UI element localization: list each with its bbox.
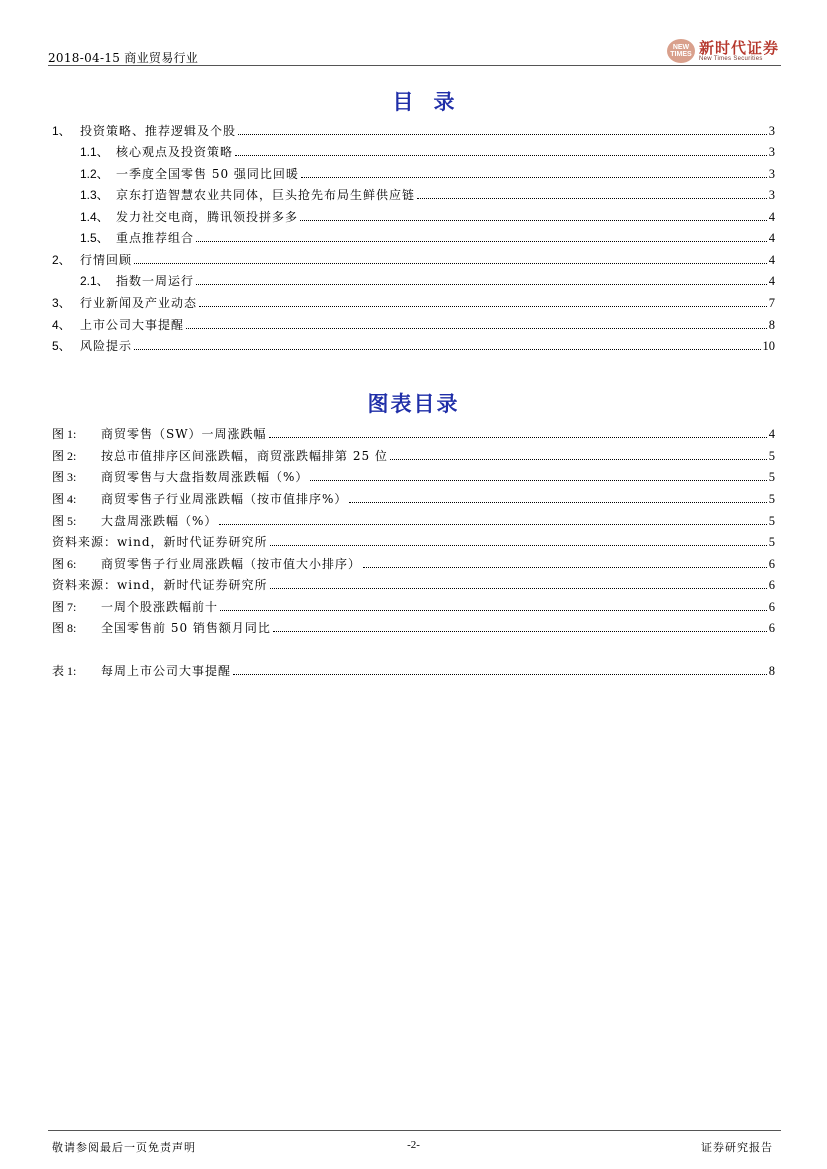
- figure-entry-text: 商贸零售与大盘指数周涨跌幅（%）: [101, 470, 309, 484]
- figure-entry-page: 5: [768, 470, 775, 484]
- figure-entry-page: 5: [768, 449, 775, 463]
- figure-entry[interactable]: [52, 554, 775, 572]
- toc-entry-number: 3、: [52, 296, 71, 310]
- figure-entry-page: 4: [768, 427, 775, 441]
- figure-entry-page: 6: [768, 557, 775, 571]
- dot-leader: [417, 198, 767, 199]
- dot-leader: [233, 674, 767, 675]
- toc-entry[interactable]: [80, 185, 775, 203]
- toc-entry[interactable]: [52, 121, 775, 139]
- dot-leader: [270, 588, 767, 589]
- footer-disclaimer: 敬请参阅最后一页免责声明: [52, 1141, 196, 1154]
- logo-cn-name: 新时代证券: [698, 38, 779, 57]
- header-divider: [48, 65, 781, 66]
- table-entry-text: 每周上市公司大事提醒: [101, 664, 232, 678]
- dot-leader: [199, 306, 767, 307]
- figure-entry-number: 图 4:: [52, 492, 77, 506]
- toc-entry-text: 重点推荐组合: [116, 231, 195, 245]
- dot-leader: [300, 220, 767, 221]
- toc-entry-text: 行情回顾: [80, 253, 133, 267]
- toc-entry-text: 一季度全国零售 50 强同比回暖: [116, 167, 299, 181]
- figures-title: 图表目录: [367, 392, 460, 416]
- figure-entry-text: 按总市值排序区间涨跌幅，商贸涨跌幅排第 25 位: [101, 449, 388, 463]
- figure-entry[interactable]: [52, 446, 775, 464]
- toc-entry[interactable]: [80, 271, 775, 289]
- figure-entry-text: 一周个股涨跌幅前十: [101, 600, 219, 614]
- figure-entry[interactable]: [52, 618, 775, 636]
- figure-entry-text: 大盘周涨跌幅（%）: [101, 514, 218, 528]
- toc-entry-page: 4: [768, 253, 775, 267]
- toc-entry-text: 上市公司大事提醒: [80, 318, 185, 332]
- toc-entry-page: 4: [768, 274, 775, 288]
- figure-entry-number: 图 6:: [52, 557, 77, 571]
- toc-entry-text: 行业新闻及产业动态: [80, 296, 198, 310]
- dot-leader: [238, 134, 767, 135]
- dot-leader: [363, 567, 767, 568]
- toc-entry-page: 4: [768, 231, 775, 245]
- figure-entry[interactable]: [52, 489, 775, 507]
- toc-entry-page: 8: [768, 318, 775, 332]
- dot-leader: [270, 545, 767, 546]
- source-entry-text: 资料来源：wind，新时代证券研究所: [52, 535, 268, 549]
- source-entry[interactable]: [52, 575, 775, 593]
- figure-entry-number: 图 8:: [52, 621, 77, 635]
- figure-entry-text: 商贸零售（SW）一周涨跌幅: [101, 427, 267, 441]
- figure-entry-page: 5: [768, 514, 775, 528]
- dot-leader: [186, 328, 767, 329]
- toc-entry-number: 4、: [52, 318, 71, 332]
- source-entry[interactable]: [52, 532, 775, 550]
- toc-entry-number: 1.5、: [80, 231, 109, 245]
- toc-entry[interactable]: [52, 250, 775, 268]
- source-entry-text: 资料来源：wind，新时代证券研究所: [52, 578, 268, 592]
- figure-entry-number: 图 3:: [52, 470, 77, 484]
- source-entry-page: 5: [768, 535, 775, 549]
- toc-entry[interactable]: [52, 336, 775, 354]
- footer-divider: [48, 1130, 781, 1131]
- figure-entry-page: 6: [768, 600, 775, 614]
- toc-entry-page: 3: [768, 145, 775, 159]
- dot-leader: [134, 349, 760, 350]
- figure-entry[interactable]: [52, 597, 775, 615]
- toc-title: 目录: [392, 90, 475, 114]
- figure-entry-text: 商贸零售子行业周涨跌幅（按市值排序%）: [101, 492, 348, 506]
- dot-leader: [196, 284, 767, 285]
- footer-report-type: 证券研究报告: [701, 1141, 773, 1154]
- toc-entry-number: 1.1、: [80, 145, 109, 159]
- figure-entry-number: 图 7:: [52, 600, 77, 614]
- footer-page-number: -2-: [407, 1139, 420, 1151]
- dot-leader: [310, 480, 766, 481]
- dot-leader: [219, 524, 766, 525]
- toc-entry[interactable]: [80, 207, 775, 225]
- figure-entry-text: 商贸零售子行业周涨跌幅（按市值大小排序）: [101, 557, 362, 571]
- table-entry-number: 表 1:: [52, 664, 77, 678]
- toc-entry-page: 4: [768, 210, 775, 224]
- figure-entry[interactable]: [52, 467, 775, 485]
- toc-entry[interactable]: [80, 142, 775, 160]
- figure-entry-page: 6: [768, 621, 775, 635]
- toc-entry-text: 风险提示: [80, 339, 133, 353]
- logo-badge: NEW TIMES: [667, 39, 695, 63]
- dot-leader: [349, 502, 766, 503]
- dot-leader: [269, 437, 767, 438]
- figure-entry[interactable]: [52, 424, 775, 442]
- company-logo: [667, 38, 779, 64]
- dot-leader: [220, 610, 767, 611]
- toc-entry[interactable]: [80, 228, 775, 246]
- figure-entry-number: 图 1:: [52, 427, 77, 441]
- table-entry[interactable]: [52, 661, 775, 679]
- toc-entry-number: 2、: [52, 253, 71, 267]
- dot-leader: [273, 631, 767, 632]
- source-entry-page: 6: [768, 578, 775, 592]
- toc-entry-page: 7: [768, 296, 775, 310]
- dot-leader: [235, 155, 767, 156]
- toc-entry-page: 3: [768, 167, 775, 181]
- figure-entry-number: 图 5:: [52, 514, 77, 528]
- toc-entry-text: 核心观点及投资策略: [116, 145, 234, 159]
- toc-entry-number: 1.2、: [80, 167, 109, 181]
- toc-entry-number: 1.4、: [80, 210, 109, 224]
- toc-entry-number: 2.1、: [80, 274, 109, 288]
- toc-entry-page: 10: [762, 339, 775, 353]
- table-entry-page: 8: [768, 664, 775, 678]
- toc-entry-text: 京东打造智慧农业共同体，巨头抢先布局生鲜供应链: [116, 188, 416, 202]
- toc-entry-number: 5、: [52, 339, 71, 353]
- toc-entry[interactable]: [52, 293, 775, 311]
- toc-entry[interactable]: [80, 164, 775, 182]
- dot-leader: [196, 241, 767, 242]
- toc-entry[interactable]: [52, 315, 775, 333]
- logo-en-name: New Times Securities: [698, 55, 763, 62]
- figure-entry-text: 全国零售前 50 销售额月同比: [101, 621, 271, 635]
- dot-leader: [301, 177, 767, 178]
- page-header: [48, 38, 781, 64]
- toc-entry-text: 指数一周运行: [116, 274, 195, 288]
- figure-entry-number: 图 2:: [52, 449, 77, 463]
- dot-leader: [134, 263, 767, 264]
- toc-entry-number: 1.3、: [80, 188, 109, 202]
- toc-entry-page: 3: [768, 124, 775, 138]
- toc-entry-text: 投资策略、推荐逻辑及个股: [80, 124, 237, 138]
- dot-leader: [390, 459, 767, 460]
- toc-entry-text: 发力社交电商，腾讯领投拼多多: [116, 210, 299, 224]
- toc-entry-page: 3: [768, 188, 775, 202]
- header-date-sector: 2018-04-15 商业贸易行业: [48, 51, 199, 65]
- figure-entry-page: 5: [768, 492, 775, 506]
- figure-entry[interactable]: [52, 511, 775, 529]
- toc-entry-number: 1、: [52, 124, 71, 138]
